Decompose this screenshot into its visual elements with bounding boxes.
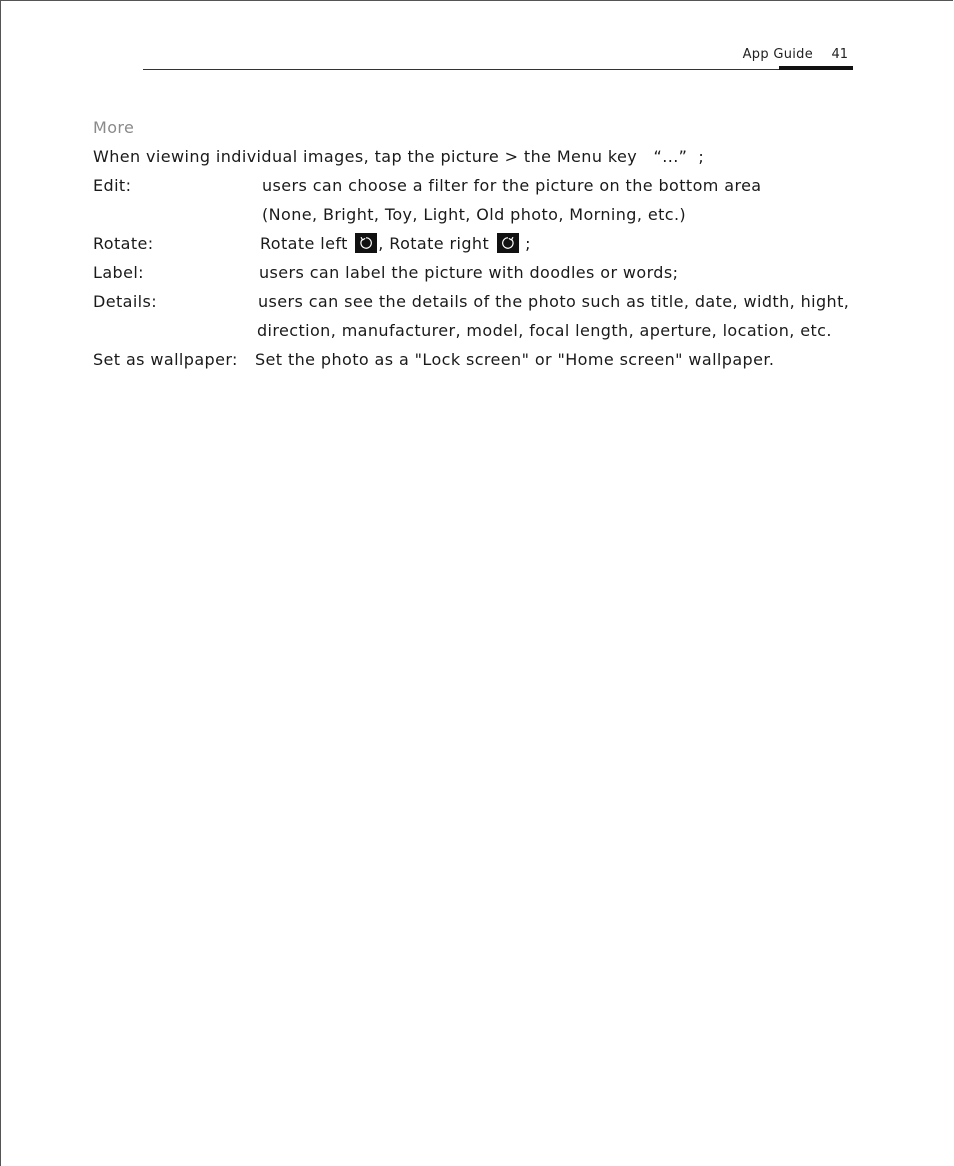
details-row	[93, 291, 893, 320]
header-title: App Guide	[742, 47, 813, 62]
wallpaper-term: Set as wallpaper:	[93, 350, 238, 369]
content-body	[93, 117, 893, 378]
details-term: Details:	[93, 292, 158, 311]
edit-row	[93, 175, 893, 204]
wallpaper-row	[93, 349, 893, 378]
intro-text: When viewing individual images, tap the picture > the Menu key “...” ;	[93, 147, 705, 166]
edit-term: Edit:	[93, 176, 132, 195]
rotate-right-icon	[497, 233, 519, 253]
details-fields: direction, manufacturer, model, focal length, aperture, location, etc.	[257, 321, 832, 340]
rotate-left-icon	[355, 233, 377, 253]
rotate-term: Rotate:	[93, 234, 154, 253]
intro-line	[93, 146, 893, 175]
section-title: More	[93, 118, 135, 137]
wallpaper-description: Set the photo as a "Lock screen" or "Home screen" wallpaper.	[255, 350, 775, 369]
edit-options: (None, Bright, Toy, Light, Old photo, Morning, etc.)	[262, 205, 687, 224]
label-description: users can label the picture with doodles or words;	[259, 263, 679, 282]
details-row-continued	[93, 320, 893, 349]
label-term: Label:	[93, 263, 144, 282]
page-number: 41	[831, 47, 848, 62]
header-rule	[143, 69, 853, 70]
rotate-left-label: Rotate left	[260, 234, 348, 253]
rotate-description	[260, 233, 531, 255]
edit-description: users can choose a filter for the picture on the bottom area	[262, 176, 762, 195]
rotate-row	[93, 233, 893, 262]
rotate-end: ;	[519, 234, 531, 253]
edit-row-continued	[93, 204, 893, 233]
details-description: users can see the details of the photo such as title, date, width, hight,	[258, 292, 850, 311]
header-tab-accent	[779, 66, 853, 70]
label-row	[93, 262, 893, 291]
rotate-right-label: , Rotate right	[378, 234, 490, 253]
